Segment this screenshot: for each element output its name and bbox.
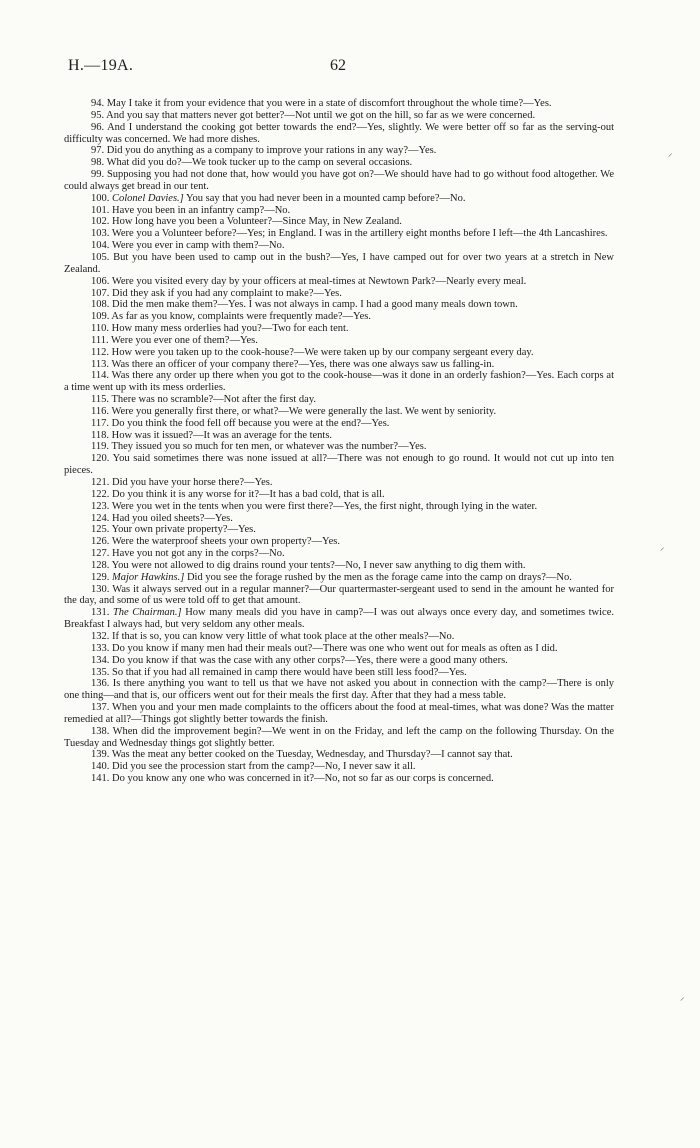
question-number: 94. <box>91 98 105 109</box>
question-number: 118. <box>91 429 109 441</box>
qa-item <box>64 678 614 702</box>
question-text: Do you know any one who was concerned in it?—No, not so far as our corps is concerned. <box>112 773 494 785</box>
qa-item <box>64 252 614 276</box>
qa-item <box>64 501 614 513</box>
question-number: 102. <box>91 216 110 228</box>
question-number: 128. <box>91 559 110 571</box>
evidence-body <box>64 98 614 785</box>
qa-item <box>64 311 614 323</box>
qa-item <box>64 631 614 643</box>
question-number: 100. <box>91 192 110 204</box>
question-number: 95. <box>91 109 105 121</box>
qa-item <box>64 205 614 217</box>
question-number: 99. <box>91 169 105 181</box>
question-text: Did you see the procession start from the camp?—No, I never saw it all. <box>112 761 416 773</box>
qa-item <box>64 643 614 655</box>
question-number: 124. <box>91 512 110 524</box>
page-number: 62 <box>330 57 346 74</box>
question-number: 109. <box>91 311 110 323</box>
question-number: 98. <box>91 157 105 169</box>
qa-item <box>64 607 614 631</box>
question-text: How were you taken up to the cook-house?—We were taken up by our company sergeant every day. <box>111 346 534 358</box>
qa-item <box>64 749 614 761</box>
question-text: They issued you so much for ten men, or whatever was the number?—Yes. <box>111 441 427 453</box>
question-text: Did they ask if you had any complaint to make?—Yes. <box>112 287 342 299</box>
question-text: How long have you been a Volunteer?—Since May, in New Zealand. <box>112 216 402 228</box>
question-number: 141. <box>91 773 110 785</box>
question-text: Were the waterproof sheets your own property?—Yes. <box>111 536 340 548</box>
question-text: But you have been used to camp out in the bush?—Yes, I have camped out for over two years at a stretch in New Zealand. <box>64 251 615 275</box>
question-text: Have you not got any in the corps?—No. <box>112 548 285 560</box>
qa-item <box>64 560 614 572</box>
question-text: Were you ever one of them?—Yes. <box>111 334 258 346</box>
question-number: 111. <box>91 334 109 346</box>
qa-item <box>64 524 614 536</box>
question-text: How many meals did you have in camp?—I was out always once every day, and sometimes twice. Breakfast I always had, but very seldom any other meals. <box>64 607 614 631</box>
qa-item <box>64 453 614 477</box>
question-text: Do you know if that was the case with any other corps?—Yes, there were a good many others. <box>112 654 508 666</box>
question-text: May I take it from your evidence that you were in a state of discomfort throughout the whole time?—Yes. <box>106 98 552 109</box>
question-text: Supposing you had not done that, how would you have got on?—We should have had to go without food altogether. We could always get bread in our tent. <box>64 169 615 192</box>
question-text: Were you wet in the tents when you were first there?—Yes, the first night, through lying in the water. <box>111 500 538 512</box>
question-number: 125. <box>91 524 110 536</box>
qa-item <box>64 98 614 110</box>
question-number: 117. <box>91 417 109 429</box>
question-text: Did you have your horse there?—Yes. <box>112 477 273 488</box>
qa-item <box>64 572 614 584</box>
question-text: Were you a Volunteer before?—Yes; in England. I was in the artillery eight months before I left—the 4th Lancashires. <box>111 228 608 240</box>
question-text: You said sometimes there was none issued at all?—There was not enough to go round. It would not cut up into ten pieces. <box>64 453 614 477</box>
question-text: Have you been in an infantry camp?—No. <box>112 204 291 216</box>
qa-item <box>64 193 614 205</box>
question-number: 116. <box>91 405 109 417</box>
question-text: And I understand the cooking got better towards the end?—Yes, slightly. We were better off so far as the serving-out difficulty was concerned. We had more dishes. <box>64 121 615 145</box>
question-number: 129. <box>91 571 110 583</box>
qa-item <box>64 288 614 300</box>
qa-item <box>64 773 614 785</box>
question-number: 101. <box>91 204 110 216</box>
question-number: 113. <box>91 358 109 370</box>
question-number: 133. <box>91 642 110 654</box>
question-number: 139. <box>91 749 110 761</box>
question-text: Was there any order up there when you got to the cook-house—was it done in an orderly fashion?—Yes. Each corps at a time went up with its mess orderlies. <box>64 370 614 394</box>
question-text: When did the improvement begin?—We went in on the Friday, and left the camp on the following Thursday. On the Tuesday and Wednesday things got slightly better. <box>64 725 614 749</box>
qa-item <box>64 359 614 371</box>
document-reference: H.—19A. <box>68 57 134 74</box>
question-text: Were you ever in camp with them?—No. <box>111 240 285 252</box>
question-number: 115. <box>91 394 109 406</box>
qa-item <box>64 169 614 193</box>
question-text: Did you do anything as a company to improve your rations in any way?—Yes. <box>106 145 437 157</box>
question-text: Do you think the food fell off because you were at the end?—Yes. <box>111 417 390 429</box>
page-header <box>68 57 628 79</box>
question-text: Did the men make them?—Yes. I was not always in camp. I had a good many meals down town. <box>112 299 518 311</box>
question-number: 140. <box>91 761 110 773</box>
qa-item <box>64 536 614 548</box>
question-number: 132. <box>91 630 110 642</box>
qa-item <box>64 394 614 406</box>
question-number: 103. <box>91 228 110 240</box>
question-text: Had you oiled sheets?—Yes. <box>112 512 233 524</box>
qa-item <box>64 370 614 394</box>
question-text: How was it issued?—It was an average for the tents. <box>111 429 333 441</box>
question-text: If that is so, you can know very little of what took place at the other meals?—No. <box>112 630 455 642</box>
question-text: Do you think it is any worse for it?—It has a bad cold, that is all. <box>112 488 385 500</box>
question-number: 108. <box>91 299 110 311</box>
speaker-name: The Chairman.] <box>112 607 182 619</box>
qa-item <box>64 726 614 750</box>
qa-item <box>64 228 614 240</box>
question-number: 104. <box>91 240 110 252</box>
speaker-name: Colonel Davies.] <box>112 192 184 204</box>
question-text: Do you know if many men had their meals out?—There was one who went out for meals as often as I did. <box>112 642 558 654</box>
question-number: 105. <box>91 251 110 263</box>
qa-item <box>64 276 614 288</box>
question-text: Were you visited every day by your officers at meal-times at Newtown Park?—Nearly every meal. <box>111 275 527 287</box>
question-text: You say that you had never been in a mounted camp before?—No. <box>186 192 466 204</box>
question-text: And you say that matters never got better?—Not until we got on the hill, so far as we were concerned. <box>106 109 536 121</box>
question-text: How many mess orderlies had you?—Two for each tent. <box>111 323 349 335</box>
question-number: 112. <box>91 346 109 358</box>
margin-mark: ⸝ <box>668 149 673 159</box>
question-number: 96. <box>91 121 105 133</box>
qa-item <box>64 513 614 525</box>
question-text: Was the meat any better cooked on the Tuesday, Wednesday, and Thursday?—I cannot say that. <box>111 749 513 761</box>
question-text: Did you see the forage rushed by the men as the forage came into the camp on drays?—No. <box>186 571 572 583</box>
qa-item <box>64 584 614 608</box>
margin-mark: ⸝ <box>660 543 665 553</box>
speaker-name: Major Hawkins.] <box>112 571 185 583</box>
qa-item <box>64 418 614 430</box>
question-number: 122. <box>91 488 110 500</box>
question-text: When you and your men made complaints to the officers about the food at meal-times, what was done? Was the matter remedied at all?—Things got slightly better towards the finish. <box>64 702 615 725</box>
question-number: 121. <box>91 477 110 488</box>
qa-item <box>64 323 614 335</box>
qa-item <box>64 655 614 667</box>
question-text: You were not allowed to dig drains round your tents?—No, I never saw anything to dig them with. <box>111 559 526 571</box>
qa-item <box>64 761 614 773</box>
qa-item <box>64 430 614 442</box>
question-text: What did you do?—We took tucker up to the camp on several occasions. <box>106 157 413 169</box>
question-number: 107. <box>91 287 110 299</box>
question-number: 138. <box>91 725 110 737</box>
question-number: 114. <box>91 370 109 382</box>
question-text: Is there anything you want to tell us that we have not asked you about in connection with the camp?—There is only one thing—and that is, our officers went out for their meals the first day. After that they had a mess table. <box>64 678 614 702</box>
qa-item <box>64 110 614 122</box>
qa-item <box>64 216 614 228</box>
question-text: So that if you had all remained in camp there would have been still less food?—Yes. <box>112 666 467 678</box>
question-number: 131. <box>91 607 110 619</box>
question-number: 134. <box>91 654 110 666</box>
qa-item <box>64 157 614 169</box>
qa-item <box>64 477 614 489</box>
qa-item <box>64 441 614 453</box>
qa-item <box>64 347 614 359</box>
question-text: Was it always served out in a regular manner?—Our quartermaster-sergeant used to send in the amount he wanted for the day, and some of us were told off to get that amount. <box>64 583 614 607</box>
question-text: There was no scramble?—Not after the first day. <box>111 394 317 406</box>
qa-item <box>64 335 614 347</box>
question-number: 127. <box>91 548 110 560</box>
question-number: 123. <box>91 500 110 512</box>
question-number: 130. <box>91 583 110 595</box>
question-number: 126. <box>91 536 110 548</box>
question-number: 135. <box>91 666 110 678</box>
qa-item <box>64 122 614 146</box>
question-number: 106. <box>91 275 110 287</box>
qa-item <box>64 406 614 418</box>
qa-item <box>64 702 614 726</box>
question-number: 97. <box>91 145 105 157</box>
qa-item <box>64 299 614 311</box>
question-number: 137. <box>91 702 110 714</box>
question-text: As far as you know, complaints were frequently made?—Yes. <box>111 311 371 323</box>
question-number: 136. <box>91 678 110 690</box>
question-number: 119. <box>91 441 109 453</box>
qa-item <box>64 667 614 679</box>
qa-item <box>64 489 614 501</box>
qa-item <box>64 240 614 252</box>
question-number: 120. <box>91 453 110 465</box>
question-text: Was there an officer of your company there?—Yes, there was one always saw us falling-in. <box>111 358 495 370</box>
question-text: Were you generally first there, or what?—We were generally the last. We went by seniority. <box>111 405 497 417</box>
qa-item <box>64 145 614 157</box>
margin-mark: ⸝ <box>680 993 685 1003</box>
qa-item <box>64 548 614 560</box>
question-text: Your own private property?—Yes. <box>111 524 256 536</box>
question-number: 110. <box>91 323 109 335</box>
